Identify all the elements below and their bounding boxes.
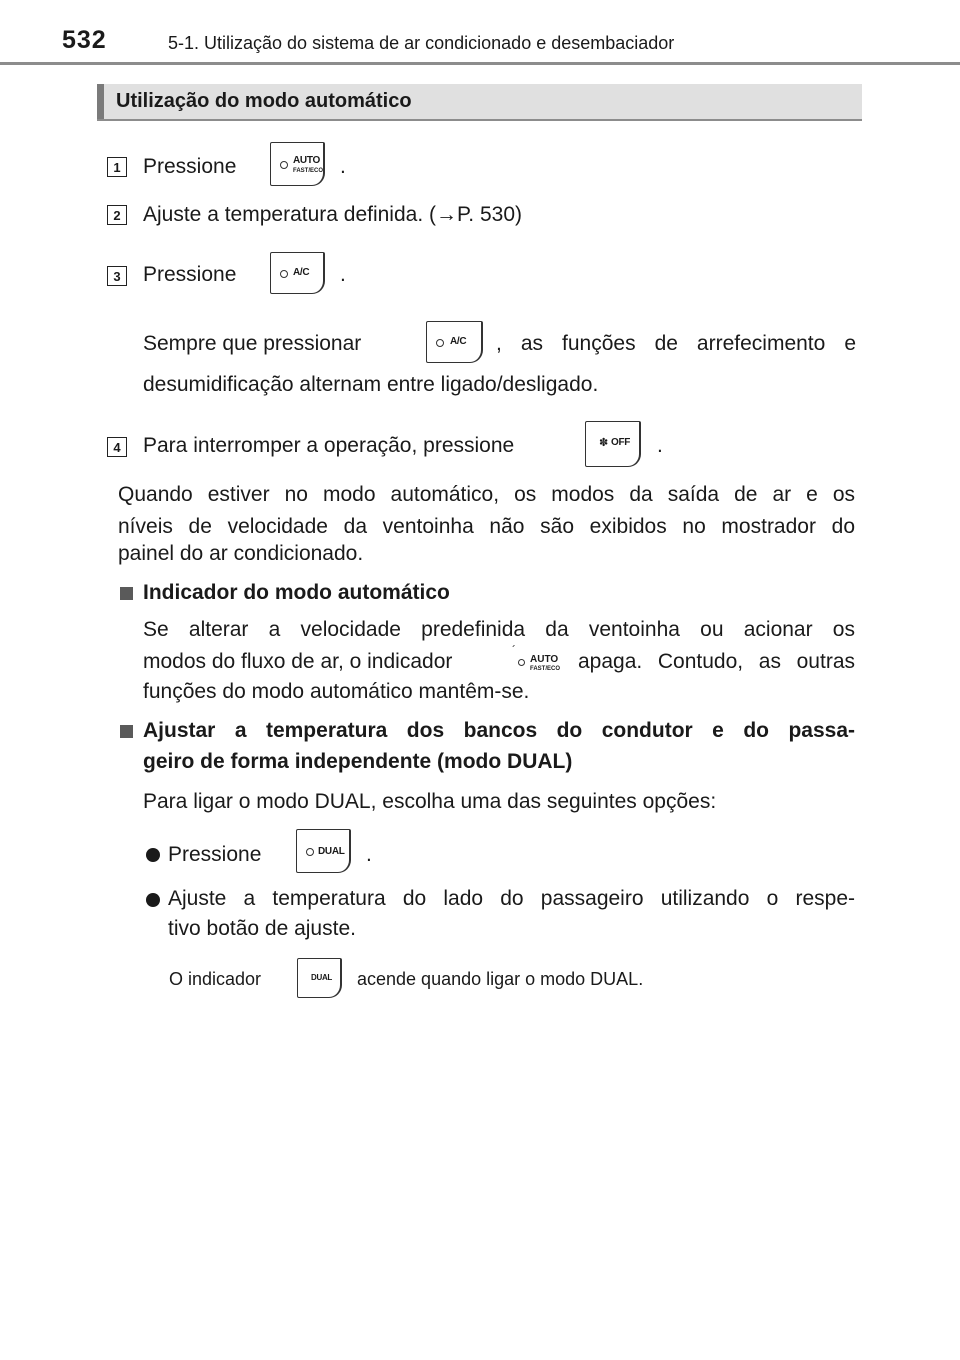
step-2-text: Ajuste a temperatura definida. (→P. 530) xyxy=(143,203,522,226)
off-button-label: OFF xyxy=(611,437,631,448)
auto-indicator-label: AUTO xyxy=(530,654,559,665)
ac-button xyxy=(270,252,325,294)
step-4-period: . xyxy=(657,434,663,457)
subsection-title: Indicador do modo automático xyxy=(143,581,450,604)
subsection-intro: Para ligar o modo DUAL, escolha uma das seguintes opções: xyxy=(143,790,717,813)
auto-button-label: AUTO xyxy=(293,155,320,166)
section-title: Utilização do modo automático xyxy=(116,90,412,112)
step-number-badge: 1 xyxy=(107,157,127,177)
chapter-title: 5-1. Utilização do sistema de ar condicionado e desembaciador xyxy=(168,33,675,53)
bullet-text: Pressione xyxy=(168,843,262,866)
square-bullet-icon xyxy=(120,587,133,600)
section-heading-bar xyxy=(97,84,862,121)
fan-icon: ✽ xyxy=(599,437,609,449)
indicator-light-icon xyxy=(518,659,525,666)
paragraph-line: Quando estiver no modo automático, os modos da saída de ar e os xyxy=(118,483,855,506)
paragraph-line: painel do ar condicionado. xyxy=(118,542,364,565)
paragraph-line: níveis de velocidade da ventoinha não são exibidos no mostrador do xyxy=(118,515,855,538)
bullet-period: . xyxy=(366,843,372,866)
step-1-period: . xyxy=(340,155,346,178)
step-number-badge: 4 xyxy=(107,437,127,457)
step-3-note-start: Sempre que pressionar xyxy=(143,332,362,355)
section-accent xyxy=(97,84,104,119)
step-4-text: Para interromper a operação, pressione xyxy=(143,434,515,457)
indicator-light-icon xyxy=(280,270,288,278)
dual-indicator-label: DUAL xyxy=(311,973,333,982)
square-bullet-icon xyxy=(120,725,133,738)
header-divider xyxy=(0,62,960,65)
bullet-text: Ajuste a temperatura do lado do passageiro utilizando o respe- xyxy=(168,887,855,910)
subsection-text-line: funções do modo automático mantêm-se. xyxy=(143,680,530,703)
step-number-badge: 2 xyxy=(107,205,127,225)
round-bullet-icon xyxy=(146,893,160,907)
subsection-title: Ajustar a temperatura dos bancos do condutor e do passa- xyxy=(143,719,855,742)
tick-mark-icon: ´ xyxy=(512,643,516,657)
step-1-text: Pressione xyxy=(143,155,237,178)
subsection-text-line: apaga. Contudo, as outras xyxy=(578,650,855,673)
indicator-light-icon xyxy=(280,161,288,169)
ac-button-label: A/C xyxy=(450,336,467,347)
indicator-light-icon xyxy=(306,848,314,856)
subsection-text-line: modos do fluxo de ar, o indicador xyxy=(143,650,453,673)
subsection-text-line: Se alterar a velocidade predefinida da ventoinha ou acionar os xyxy=(143,618,855,641)
auto-indicator-sublabel: FAST/ECO xyxy=(530,666,561,672)
dual-indicator xyxy=(297,958,342,998)
dual-button-label: DUAL xyxy=(318,846,345,857)
off-button xyxy=(585,421,641,467)
bullet-text: tivo botão de ajuste. xyxy=(168,917,356,940)
auto-indicator-icon xyxy=(508,645,568,679)
auto-button xyxy=(270,142,325,186)
indicator-light-icon xyxy=(436,339,444,347)
note-text: O indicador xyxy=(169,969,262,989)
step-3-note-line2: desumidificação alternam entre ligado/desligado. xyxy=(143,373,599,396)
auto-button-sublabel: FAST/ECO xyxy=(293,168,324,174)
step-3-text: Pressione xyxy=(143,263,237,286)
round-bullet-icon xyxy=(146,848,160,862)
step-3-note-end: , as funções de arrefecimento e xyxy=(496,332,856,355)
note-text: acende quando ligar o modo DUAL. xyxy=(357,969,644,989)
dual-button xyxy=(296,829,351,873)
subsection-title: geiro de forma independente (modo DUAL) xyxy=(143,750,573,773)
step-number-badge: 3 xyxy=(107,266,127,286)
ac-button xyxy=(426,321,483,363)
step-3-period: . xyxy=(340,263,346,286)
page-number: 532 xyxy=(62,26,107,54)
ac-button-label: A/C xyxy=(293,267,310,278)
